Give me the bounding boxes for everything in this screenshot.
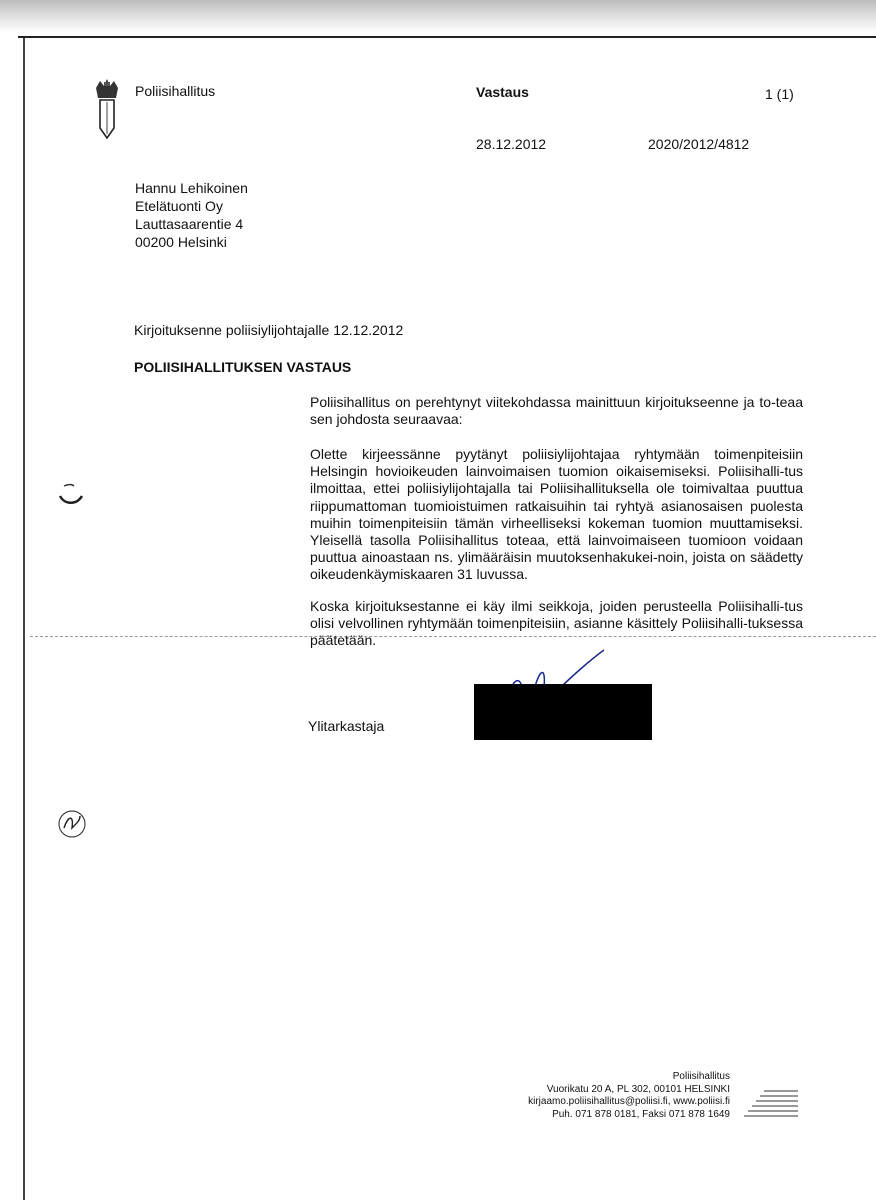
footer-web: kirjaamo.poliisihallitus@poliisi.fi, www.poliisi.fi [528,1096,730,1107]
reference-number: 2020/2012/4812 [648,136,750,152]
document-type: Vastaus [476,84,529,100]
recipient-address [135,179,248,251]
footer-contact [470,1071,730,1121]
letter-heading: POLIISIHALLITUKSEN VASTAUS [134,359,352,375]
police-footer-logo-icon [742,1086,800,1120]
punch-hole-mark [56,482,86,508]
recipient-company: Etelätuonti Oy [135,198,223,214]
redaction-box [474,684,652,740]
recipient-name: Hannu Lehikoinen [135,180,248,196]
page-left-edge [23,38,25,1200]
page-number: 1 (1) [765,86,794,102]
margin-ring-mark [56,806,90,842]
body-paragraph-1: Poliisihallitus on perehtynyt viitekohdassa mainittuun kirjoitukseenne ja to-teaa sen johdosta seuraavaa: [310,394,803,428]
body-paragraph-3: Koska kirjoituksestanne ei käy ilmi seikkoja, joiden perusteella Poliisihalli-tus olisi velvollinen ryhtymään toimenpiteisiin, asianne käsittely Poliisihalli-tuksessa päätetään. [310,598,803,649]
scan-top-shadow [0,0,876,32]
footer-phone: Puh. 071 878 0181, Faksi 071 878 1649 [552,1108,730,1120]
document-date: 28.12.2012 [476,136,547,152]
organization-name: Poliisihallitus [135,83,216,99]
recipient-street: Lauttasaarentie 4 [135,216,244,232]
footer-address: Vuorikatu 20 A, PL 302, 00101 HELSINKI [546,1083,730,1095]
footer-org: Poliisihallitus [672,1071,730,1082]
subject-line: Kirjoituksenne poliisiylijohtajalle 12.12.2012 [134,322,404,338]
signer-title: Ylitarkastaja [308,718,385,734]
body-paragraph-2: Olette kirjeessänne pyytänyt poliisiylijohtajaa ryhtymään toimenpiteisiin Helsingin hovioikeuden lainvoimaisen tuomion oikaisemiseksi. Poliisihalli-tus ilmoittaa, ettei poliisiylijohtajalla tai Poliisihallituksella ole toimivaltaa puuttua riippumattoman tuomioistuimen ratkaisuihin tai ryhtyä asianosaisen puolesta muihin toimenpiteisiin tämän virheelliseksi kokeman tuomion muuttamiseksi. Yleisellä tasolla Poliisihallitus toteaa, että lainvoimaiseen tuomioon voidaan puuttua ainoastaan ns. ylimääräisin muutoksenhakukei-noin, joista on säädetty oikeudenkäymiskaaren 31 luvussa. [310,446,803,583]
police-emblem-icon [92,78,122,140]
recipient-city: 00200 Helsinki [135,234,227,250]
page-top-edge [18,36,876,38]
